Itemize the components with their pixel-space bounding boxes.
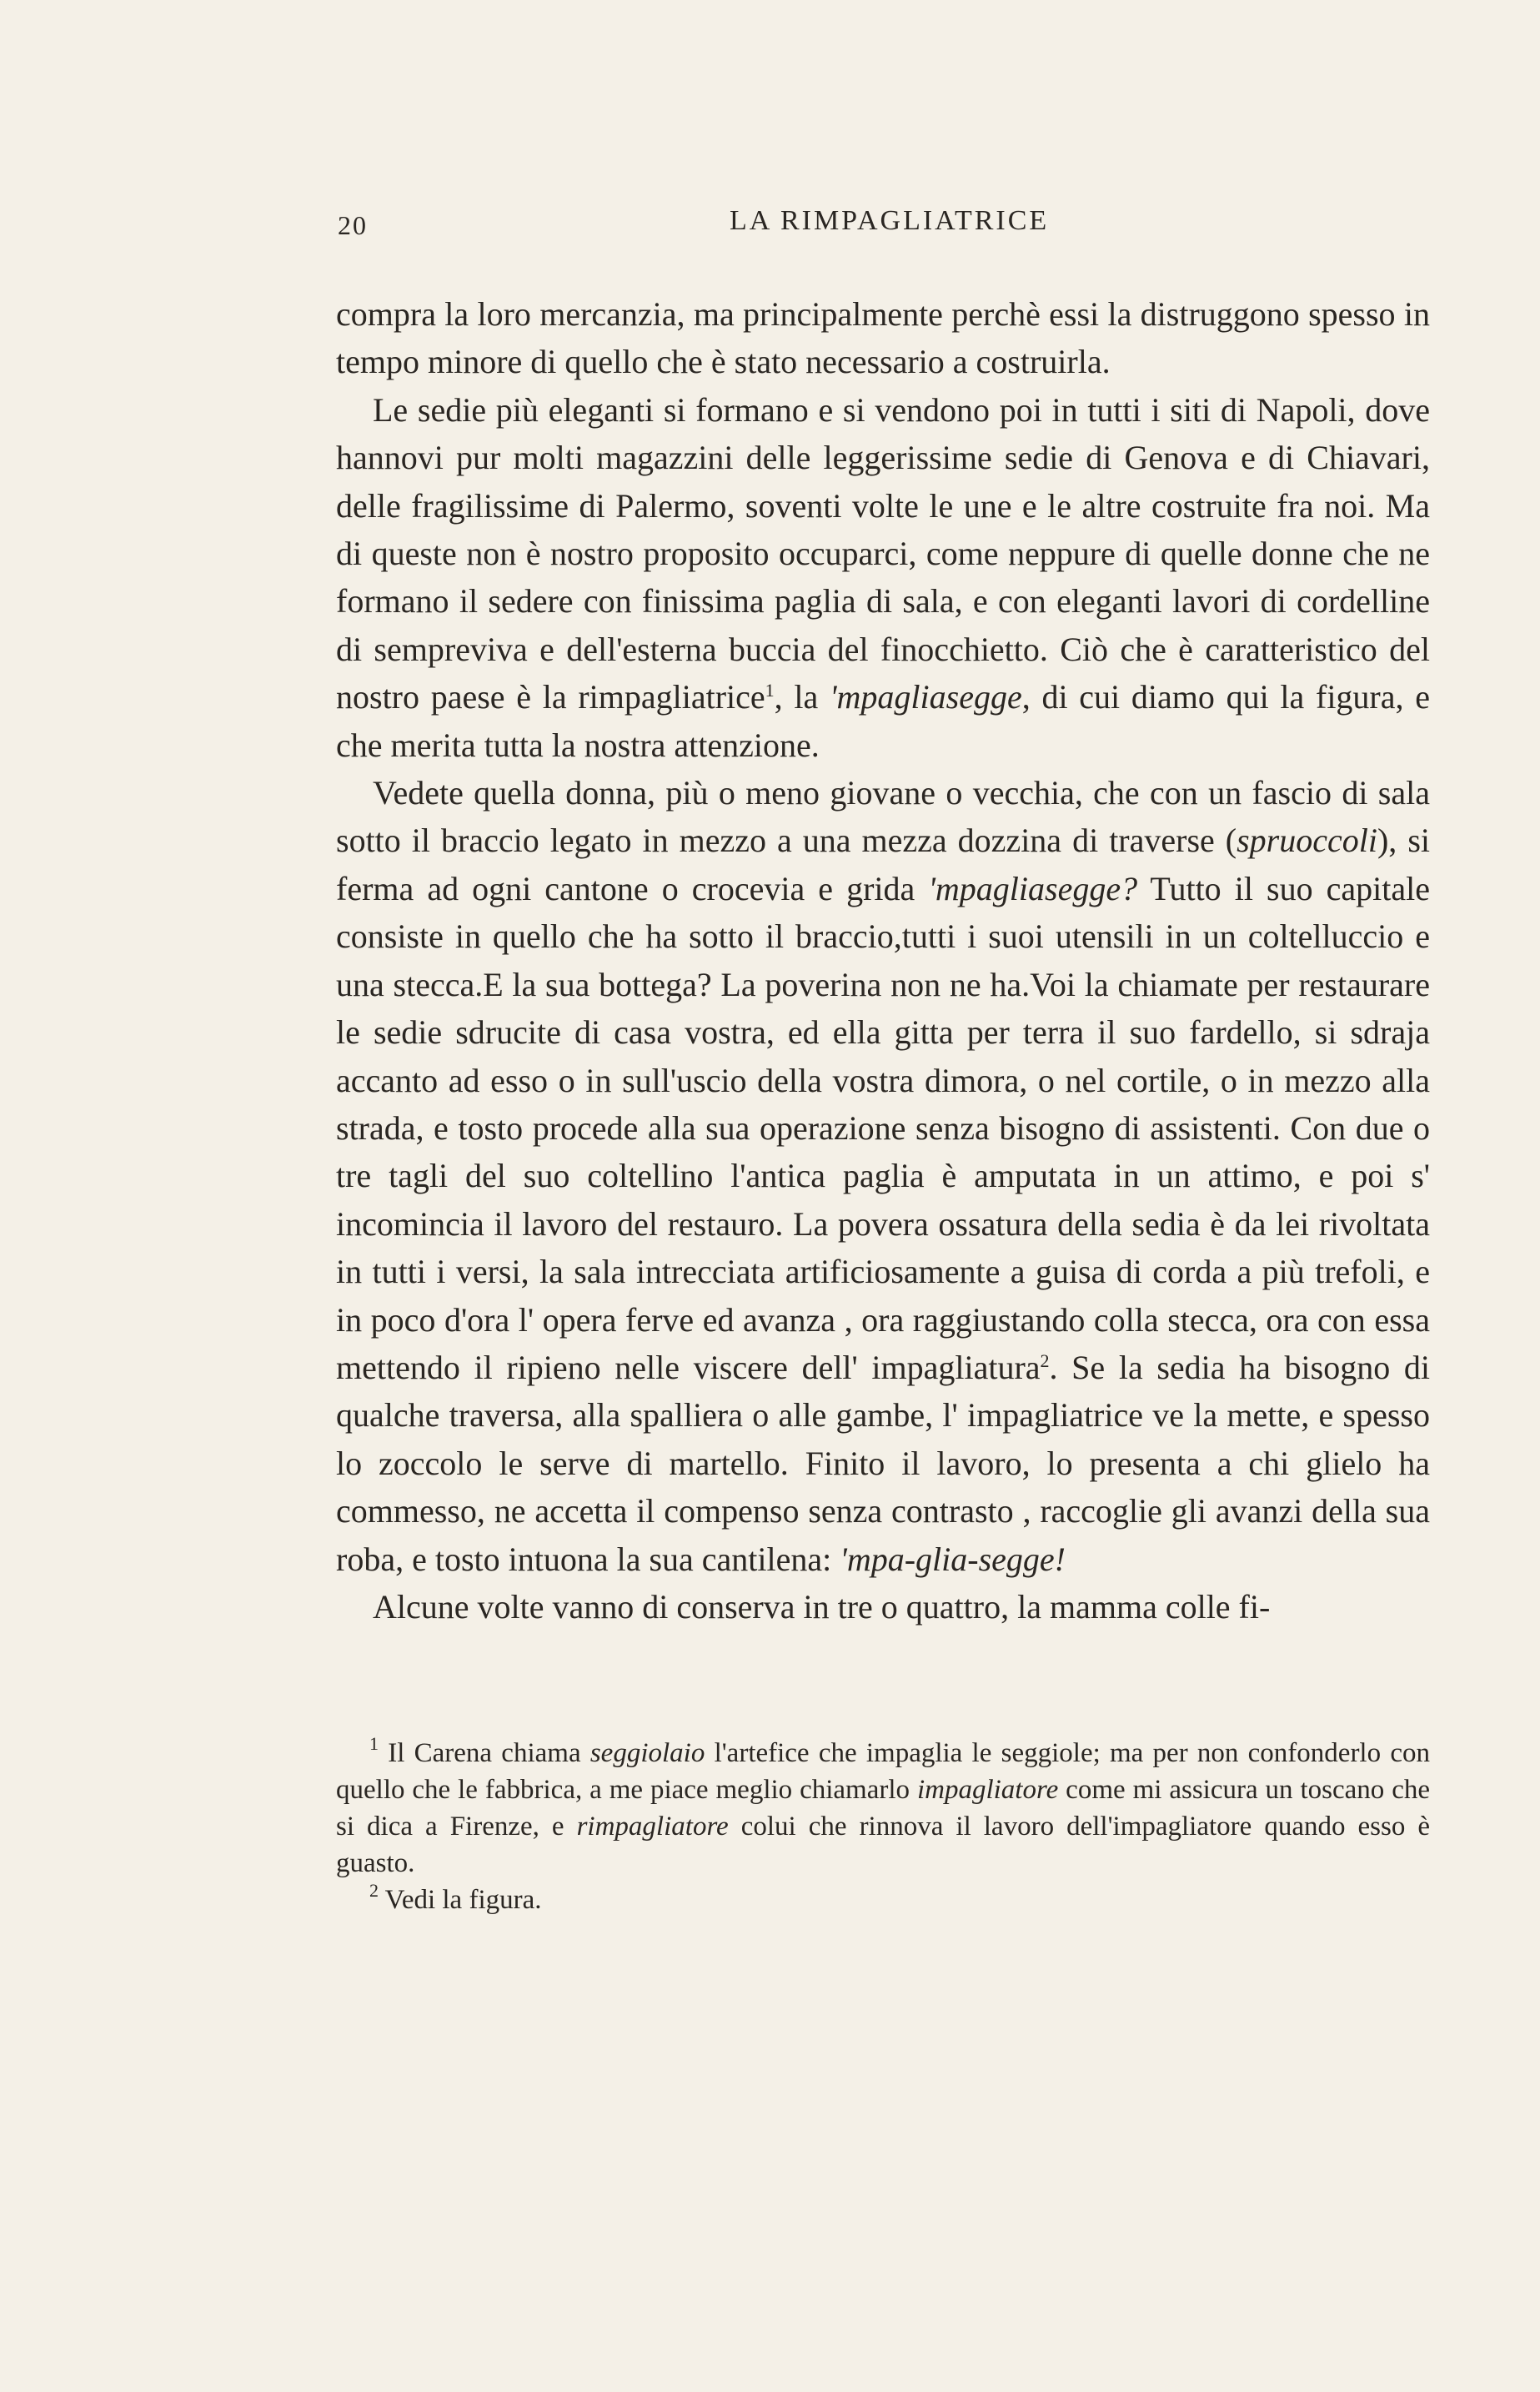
footnote-1-text-a: Il Carena chiama [379, 1738, 590, 1768]
footnote-1-italic-3: rimpagliatore [576, 1812, 729, 1842]
paragraph-3-text-d: . Se la sedia ha bisogno di qualche traversa, alla spalliera o alle gambe, l' impagliatrice ve la mette, e spesso lo zoccolo le serve di martello. Finito il lavoro, lo presenta a chi glielo ha commesso, ne accetta il compenso senza contrasto , raccoglie gli avanzi della sua roba, e tosto intuona la sua cantilena: [336, 1348, 1430, 1578]
paragraph-3-text-b: ), si ferma ad ogni cantone o crocevia e grida [336, 822, 1430, 907]
footnote-1-italic-1: seggiolaio [589, 1738, 705, 1768]
paragraph-4 [336, 1583, 1430, 1631]
footnote-ref-2: 2 [1040, 1349, 1050, 1371]
paragraph-2-text-c: , di cui diamo qui la figura, e che merita tutta la nostra attenzione. [336, 678, 1430, 764]
paragraph-3-italic-2: 'mpagliasegge? [928, 869, 1138, 907]
footnotes [336, 1735, 1430, 1918]
footnote-1 [336, 1735, 1430, 1882]
footnote-2-text: Vedi la figura. [379, 1885, 542, 1915]
paragraph-3-italic-3: 'mpa-glia-segge! [840, 1540, 1066, 1578]
running-title: LA RIMPAGLIATRICE [730, 205, 1050, 236]
paragraph-2-text-b: , la [774, 678, 830, 716]
paragraph-3-text-a: Vedete quella donna, più o meno giovane o vecchia, che con un fascio di sala sotto il braccio legato in mezzo a una mezza dozzina di traverse ( [336, 774, 1430, 860]
paragraph-2-italic: 'mpagliasegge [829, 678, 1022, 716]
paragraph-3-text-c: Tutto il suo capitale consiste in quello che ha sotto il braccio,tutti i suoi utensili in un coltelluccio e una stecca.E la sua bottega? La poverina non ne ha.Voi la chiamate per restaurare le sedie sdrucite di casa vostra, ed ella gitta per terra il suo fardello, si sdraja accanto ad esso o in sull'uscio della vostra dimora, o nel cortile, o in mezzo alla strada, e tosto procede alla sua operazione senza bisogno di assistenti. Con due o tre tagli del suo coltellino l'antica paglia è amputata in un attimo, e poi s' incomincia il lavoro del restauro. La povera ossatura della sedia è da lei rivoltata in tutti i versi, la sala intrecciata artificiosamente a guisa di corda a più trefoli, e in poco d'ora l' opera ferve ed avanza , ora raggiustando colla stecca, ora con essa mettendo il ripieno nelle viscere dell' impagliatura [336, 869, 1430, 1386]
footnote-2 [336, 1882, 1430, 1918]
paragraph-2 [336, 386, 1430, 769]
paragraph-1-text: compra la loro mercanzia, ma principalmente perchè essi la distruggono spesso in tempo minore di quello che è stato necessario a costruirla. [336, 295, 1430, 381]
footnote-1-italic-2: impagliatore [916, 1775, 1059, 1805]
footnote-1-text-b: l'artefice che impaglia le seggiole; ma per non confonderlo con quello che le fabbrica, a me piace meglio chiamarlo [336, 1738, 1430, 1805]
paragraph-2-text-a: Le sedie più eleganti si formano e si vendono poi in tutti i siti di Napoli, dove hannovi pur molti magazzini delle leggerissime sedie di Genova e di Chiavari, delle fragilissime di Palermo, soventi volte le une e le altre costruite fra noi. Ma di queste non è nostro proposito occuparci, come neppure di quelle donne che ne formano il sedere con finissima paglia di sala, e con eleganti lavori di cordelline di sempreviva e dell'esterna buccia del finocchietto. Ciò che è caratteristico del nostro paese è la rimpagliatrice [336, 390, 1430, 716]
page-header [338, 198, 1430, 240]
paragraph-4-text: Alcune volte vanno di conserva in tre o quattro, la mamma colle fi- [373, 1587, 1271, 1626]
footnote-2-mark: 2 [369, 1880, 379, 1901]
paragraph-3-italic-1: spruoccoli [1237, 822, 1377, 860]
main-text [336, 290, 1430, 1631]
paragraph-1 [336, 290, 1430, 386]
paragraph-3 [336, 769, 1430, 1583]
footnote-ref-1: 1 [765, 680, 775, 701]
footnote-1-mark: 1 [369, 1733, 379, 1754]
page-number: 20 [338, 210, 368, 240]
footnote-1-text-c: come mi assicura un toscano che si dica a Firenze, e [336, 1775, 1431, 1842]
footnote-1-text-d: colui che rinnova il lavoro dell'impagliatore quando esso è guasto. [336, 1812, 1430, 1878]
